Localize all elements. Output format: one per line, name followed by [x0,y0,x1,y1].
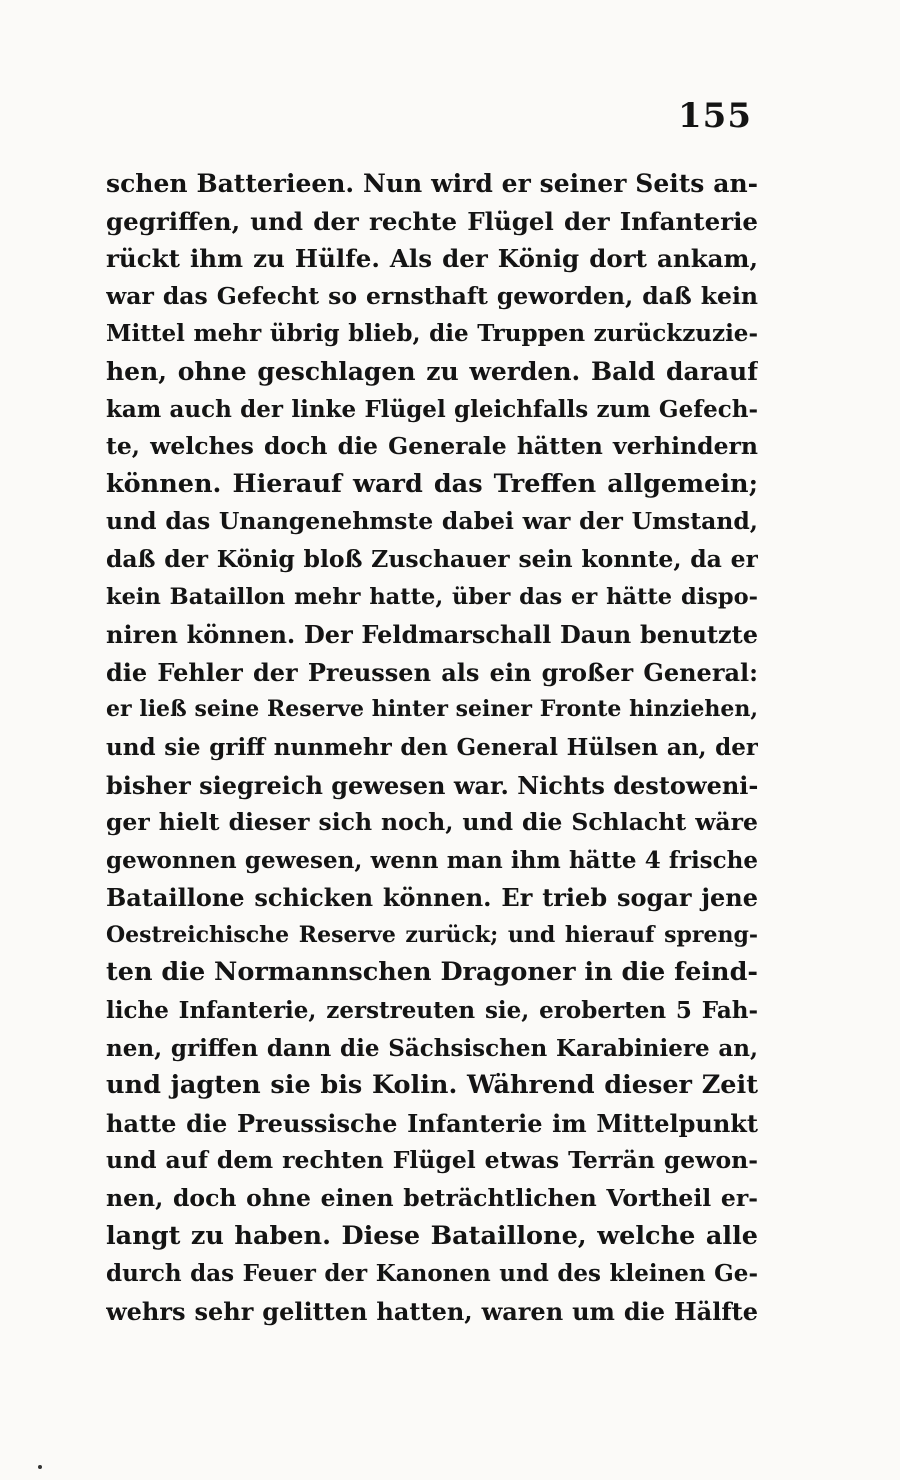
text-line: nen, griffen dann die Sächsischen Karabiniere an, [106,1034,758,1062]
text-line: er ließ seine Reserve hinter seiner Fronte hinziehen, [106,696,758,723]
text-line: kein Bataillon mehr hatte, über das er hätte dispo- [106,583,758,610]
text-line: Bataillone schicken können. Er trieb sogar jene [106,883,758,913]
text-line: gegriffen, und der rechte Flügel der Infanterie [106,206,758,236]
text-line: langt zu haben. Diese Bataillone, welche alle [106,1220,758,1251]
text-line: rückt ihm zu Hülfe. Als der König dort ankam, [106,244,758,274]
text-line: wehrs sehr gelitten hatten, waren um die Hälfte [106,1296,758,1326]
text-line: können. Hierauf ward das Treffen allgemein; [106,468,758,499]
text-line: hatte die Preussische Infanterie im Mittelpunkt [106,1108,758,1138]
text-line: Oestreichische Reserve zurück; und hierauf spreng- [106,921,758,948]
text-line: ger hielt dieser sich noch, und die Schlacht wäre [106,808,758,837]
page-number: 155 [678,96,752,136]
text-line: te, welches doch die Generale hätten verhindern [106,432,758,461]
text-line: gewonnen gewesen, wenn man ihm hätte 4 frische [106,846,758,874]
text-line: und sie griff nunmehr den General Hülsen an, der [106,733,758,761]
text-line: schen Batterieen. Nun wird er seiner Seits an- [106,169,758,198]
text-line: ten die Normannschen Dragoner in die feind- [106,957,758,988]
body-text [106,165,758,1330]
text-line: bisher siegreich gewesen war. Nichts destoweni- [106,770,758,800]
text-line: nen, doch ohne einen beträchtlichen Vortheil er- [106,1184,758,1213]
text-line: und jagten sie bis Kolin. Während dieser Zeit [106,1070,758,1101]
text-line: niren können. Der Feldmarschall Daun benutzte [106,620,758,650]
text-line: Mittel mehr übrig blieb, die Truppen zurückzuzie- [106,320,758,348]
text-line: liche Infanterie, zerstreuten sie, eroberten 5 Fah- [106,997,758,1025]
text-line: war das Gefecht so ernsthaft geworden, daß kein [106,281,758,310]
text-line: durch das Feuer der Kanonen und des kleinen Ge- [106,1260,758,1288]
text-line: kam auch der linke Flügel gleichfalls zum Gefech- [106,395,758,423]
text-line: und das Unangenehmste dabei war der Umstand, [106,507,758,536]
text-line: hen, ohne geschlagen zu werden. Bald darauf [106,356,758,386]
text-line: die Fehler der Preussen als ein großer General: [106,657,758,687]
text-line: daß der König bloß Zuschauer sein konnte, da er [106,544,758,573]
paper-speck [38,1465,42,1469]
text-line: und auf dem rechten Flügel etwas Terrän gewon- [106,1146,758,1175]
